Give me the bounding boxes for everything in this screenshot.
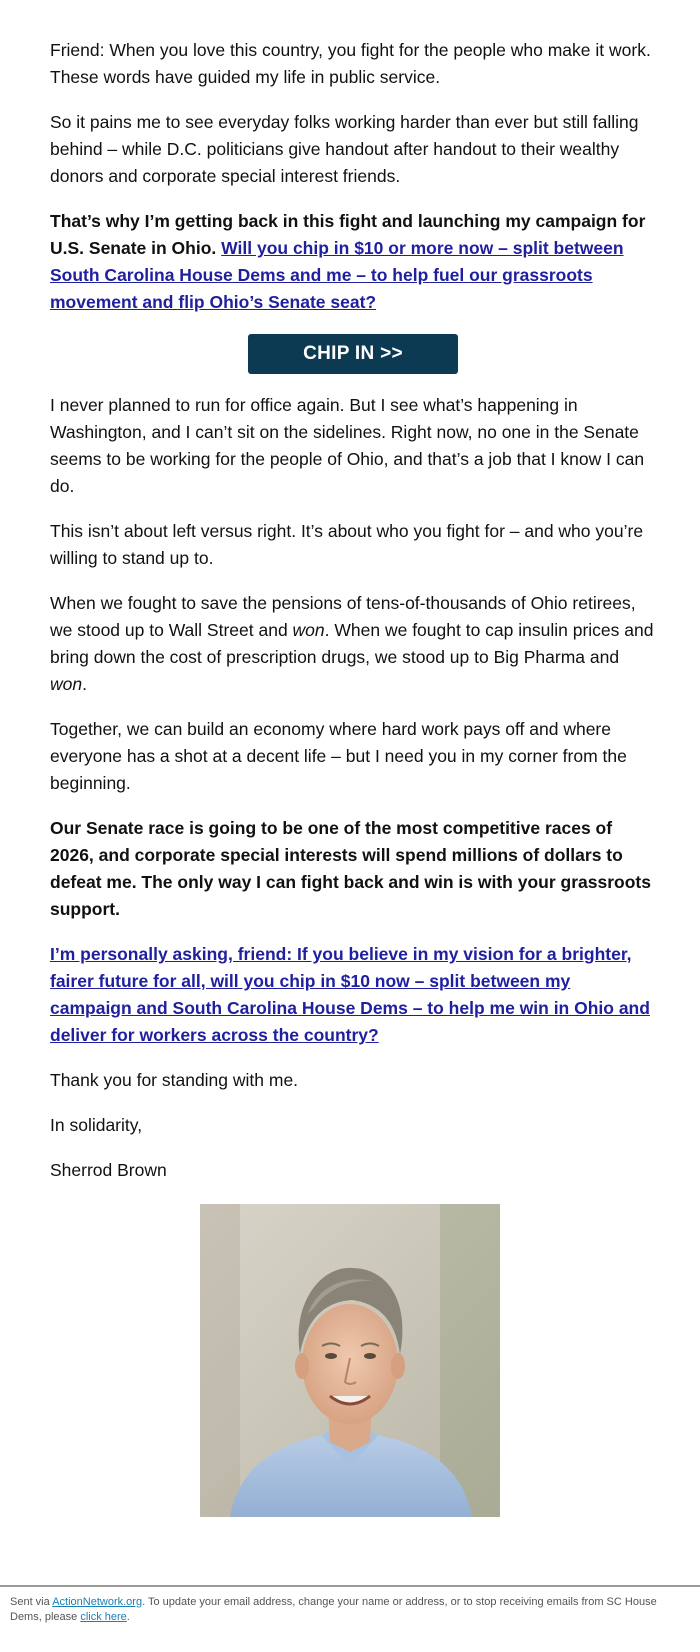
portrait-photo <box>200 1204 500 1517</box>
record-won-1: won <box>292 620 325 640</box>
footer-prefix: Sent via <box>10 1596 53 1608</box>
paragraph-thanks: Thank you for standing with me. <box>50 1070 299 1090</box>
record-text-c: . <box>82 674 87 694</box>
footer-divider <box>0 1585 700 1587</box>
cta-container <box>50 334 656 374</box>
campaign-launch-text: That’s why I’m getting back in this fight and launching my campaign for U.S. Senate in Ohio. <box>50 211 646 258</box>
record-won-2: won <box>50 674 83 694</box>
paragraph-intro: Friend: When you love this country, you fight for the people who make it work. These words have guided my life in public service. <box>50 40 651 87</box>
footer-suffix: . <box>126 1611 130 1623</box>
unsubscribe-link[interactable]: click here <box>80 1611 127 1623</box>
record-text-a: When we fought to save the pensions of tens-of-thousands of Ohio retirees, we stood up to Wall Street and <box>50 593 636 640</box>
paragraph-personal-ask <box>50 941 656 1049</box>
chip-in-button[interactable]: CHIP IN >> <box>248 334 458 374</box>
portrait-image <box>200 1204 500 1517</box>
actionnetwork-link[interactable]: ActionNetwork.org <box>52 1596 143 1608</box>
paragraph-competitive-race: Our Senate race is going to be one of the most competitive races of 2026, and corporate special interests will spend millions of dollars to defeat me. The only way I can fight back and win is with your grassroots support. <box>50 818 651 919</box>
footer-middle: . To update your email address, change your name or address, or to stop receiving emails from SC House Dems, please <box>10 1596 657 1623</box>
paragraph-left-right: This isn’t about left versus right. It’s about who you fight for – and who you’re willing to stand up to. <box>50 521 644 568</box>
chip-in-link[interactable]: Will you chip in $10 or more now – split between South Carolina House Dems and me – to help fuel our grassroots movement and flip Ohio’s Senate seat? <box>50 238 624 312</box>
email-body <box>50 37 656 1202</box>
footer <box>10 1595 678 1625</box>
signoff: In solidarity, <box>50 1115 143 1135</box>
record-text-b: . When we fought to cap insulin prices and bring down the cost of prescription drugs, we stood up to Big Pharma and <box>50 620 654 667</box>
personal-ask-link[interactable]: I’m personally asking, friend: If you believe in my vision for a brighter, fairer future for all, will you chip in $10 now – split between my campaign and South Carolina House Dems – to help me win in Ohio and deliver for workers across the country? <box>50 944 650 1045</box>
paragraph-campaign-launch <box>50 208 656 316</box>
signature: Sherrod Brown <box>50 1160 167 1180</box>
paragraph-together: Together, we can build an economy where hard work pays off and where everyone has a shot at a decent life – but I need you in my corner from the beginning. <box>50 719 627 793</box>
paragraph-record <box>50 590 656 698</box>
paragraph-falling-behind: So it pains me to see everyday folks working harder than ever but still falling behind – while D.C. politicians give handout after handout to their wealthy donors and corporate special interest friends. <box>50 112 639 186</box>
paragraph-never-planned: I never planned to run for office again. But I see what’s happening in Washington, and I can’t sit on the sidelines. Right now, no one in the Senate seems to be working for the people of Ohio, and that’s a job that I know I can do. <box>50 395 645 496</box>
